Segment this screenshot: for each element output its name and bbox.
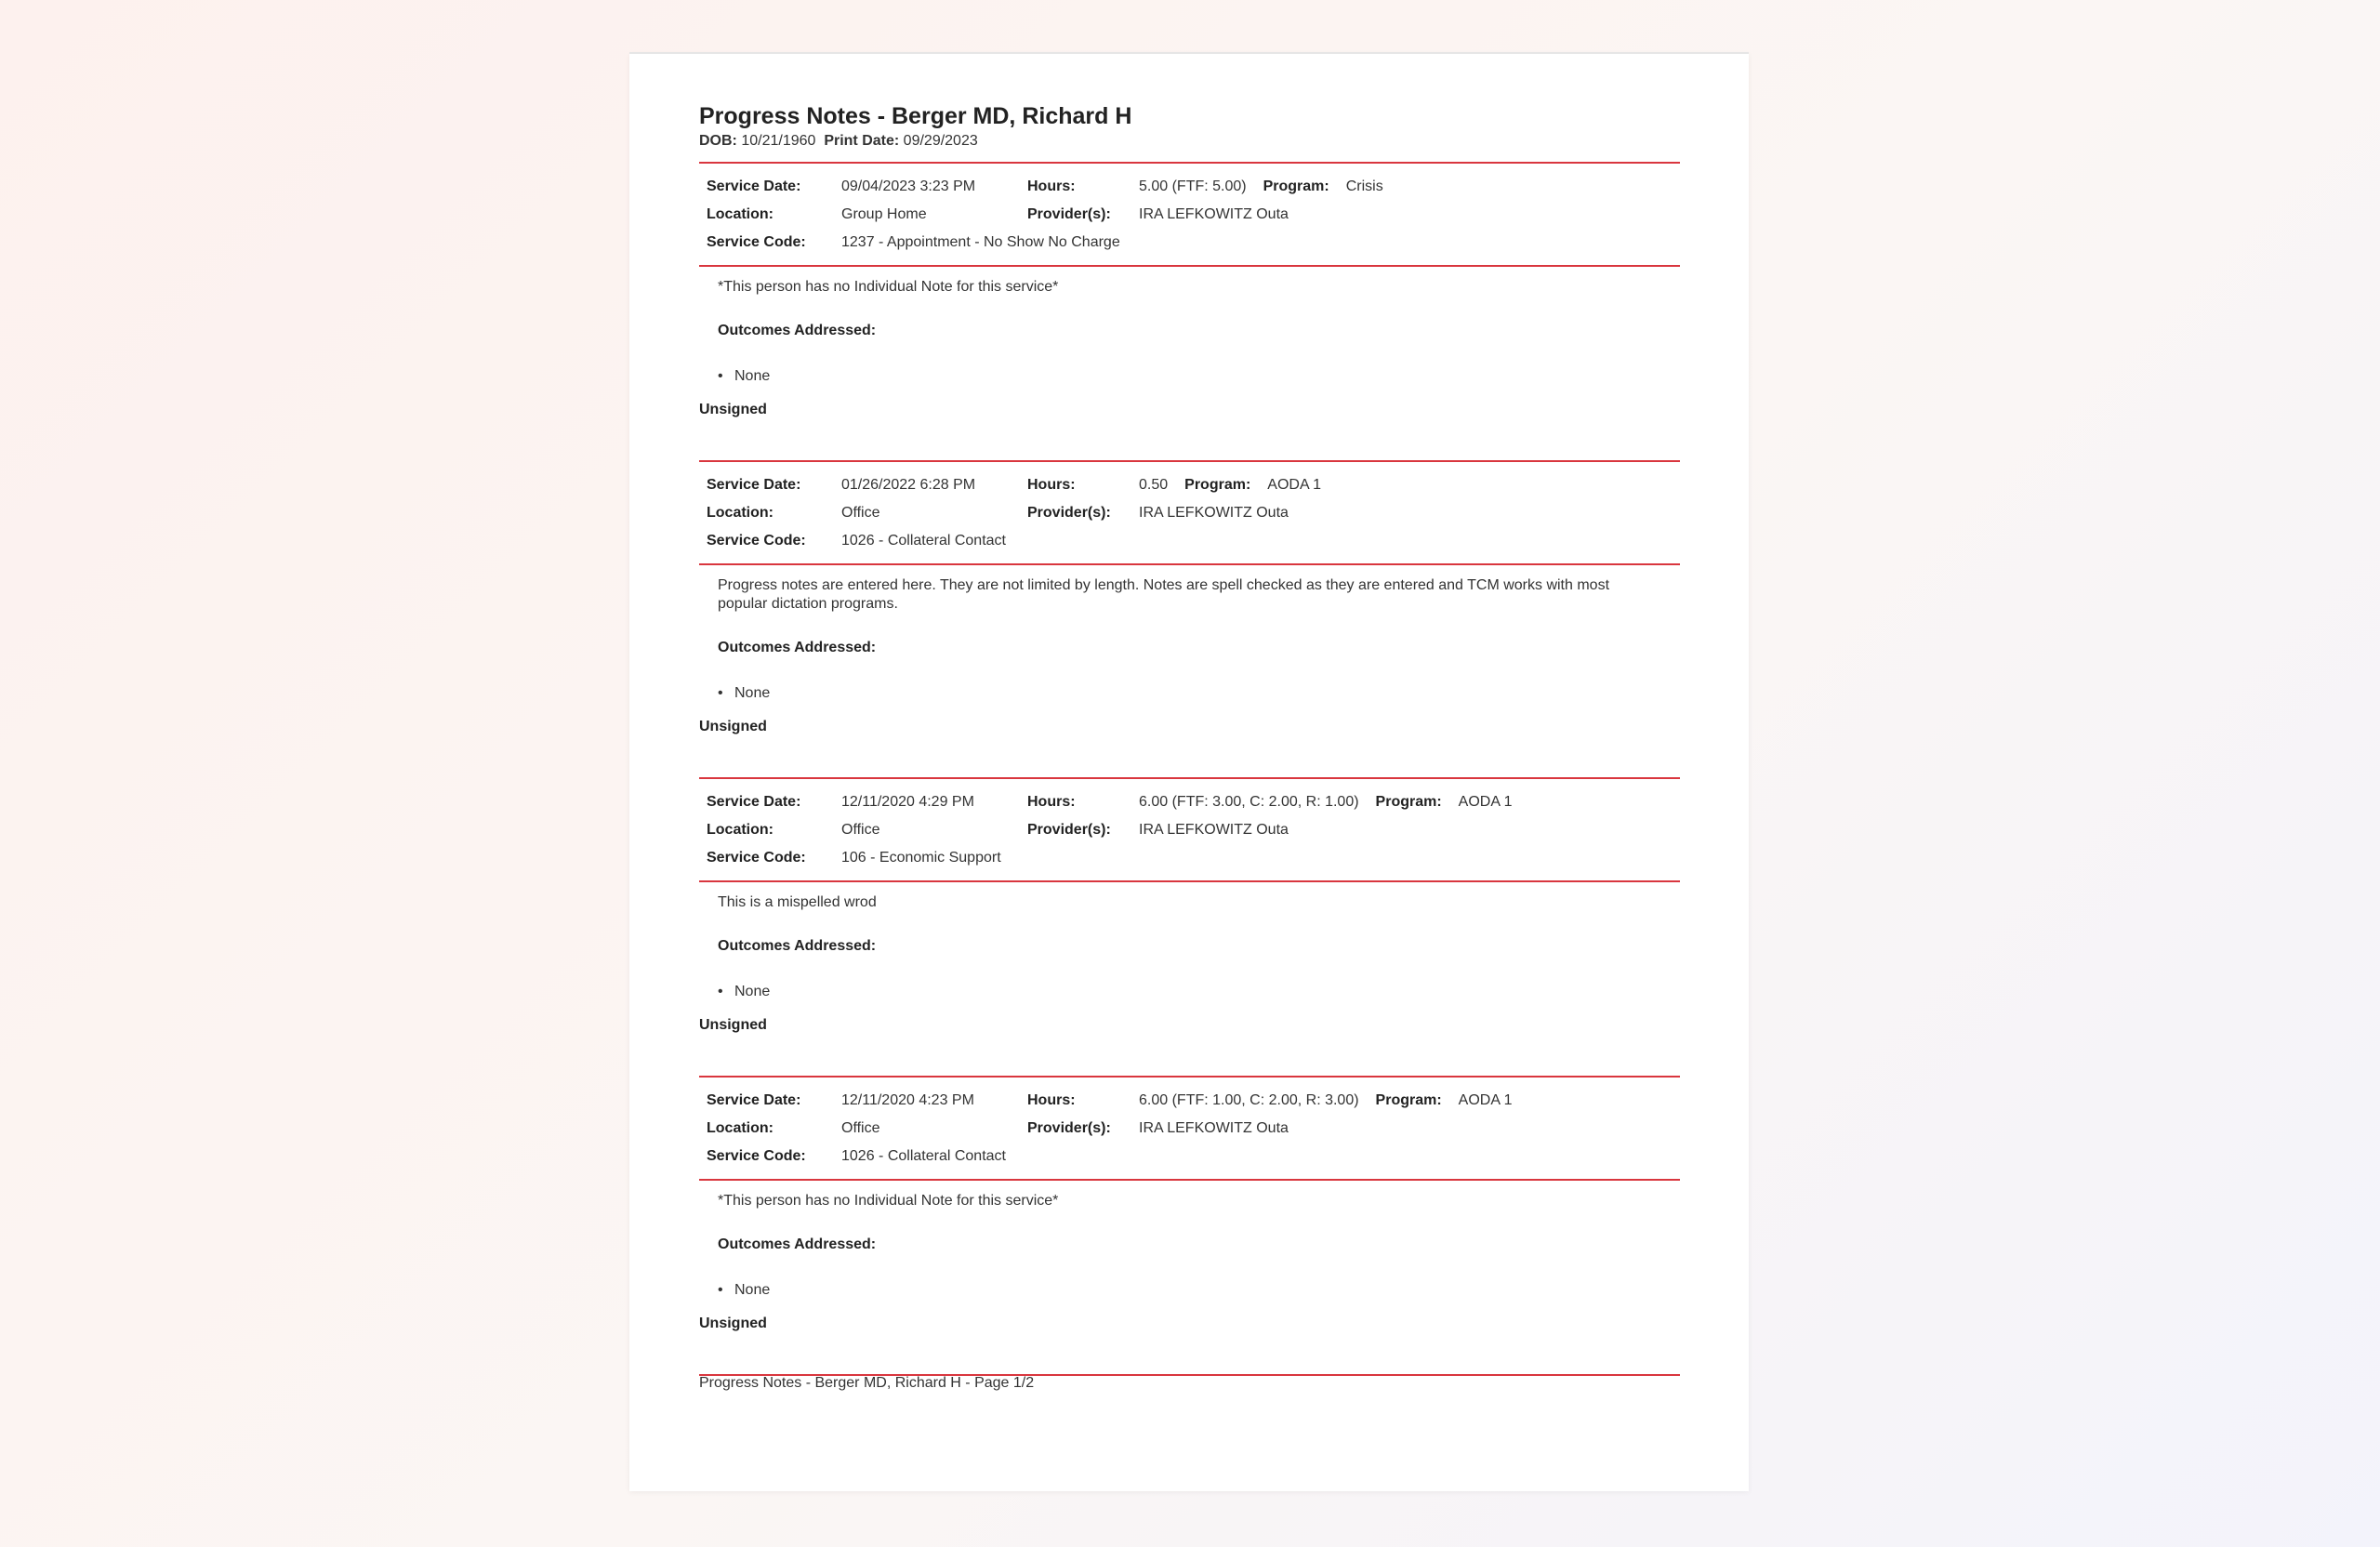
header-row-2 <box>707 201 1673 229</box>
program-value: AODA 1 <box>1267 477 1322 493</box>
providers-value: IRA LEFKOWITZ Outa <box>1139 1120 1289 1136</box>
service-code-label: Service Code: <box>707 1148 806 1164</box>
service-date-label: Service Date: <box>707 794 801 810</box>
hours-label: Hours: <box>1027 794 1076 810</box>
entry-body <box>699 1181 1680 1300</box>
entry-body <box>699 267 1680 386</box>
program-value: AODA 1 <box>1458 794 1513 810</box>
entry-header <box>699 779 1680 880</box>
providers-label: Provider(s): <box>1027 1120 1111 1136</box>
print-date-label: Print Date: <box>824 133 900 149</box>
header-row-3 <box>707 1143 1673 1170</box>
service-code-value: 106 - Economic Support <box>841 850 1001 866</box>
hours-value: 0.50 <box>1139 477 1169 493</box>
providers-label: Provider(s): <box>1027 206 1111 222</box>
outcome-item: • None <box>718 367 1661 386</box>
location-value: Office <box>841 1120 880 1136</box>
patient-info <box>699 132 1680 151</box>
hours-value: 6.00 (FTF: 1.00, C: 2.00, R: 3.00) <box>1139 1092 1359 1108</box>
signature-status: Unsigned <box>699 402 767 417</box>
document-page <box>629 54 1749 1491</box>
providers-label: Provider(s): <box>1027 505 1111 521</box>
entry-body <box>699 565 1680 703</box>
service-date-value: 01/26/2022 6:28 PM <box>841 477 976 493</box>
location-label: Location: <box>707 206 774 222</box>
entry-header <box>699 164 1680 265</box>
note-text: *This person has no Individual Note for this service* <box>718 1193 1059 1209</box>
location-value: Group Home <box>841 206 927 222</box>
program-value: AODA 1 <box>1458 1092 1513 1108</box>
providers-value: IRA LEFKOWITZ Outa <box>1139 822 1289 838</box>
signature-status: Unsigned <box>699 1316 767 1331</box>
outcomes-label: Outcomes Addressed: <box>718 640 877 655</box>
outcomes-label: Outcomes Addressed: <box>718 1236 877 1252</box>
entry-header <box>699 462 1680 563</box>
signature-status: Unsigned <box>699 719 767 734</box>
service-date-value: 12/11/2020 4:29 PM <box>841 794 974 810</box>
providers-value: IRA LEFKOWITZ Outa <box>1139 206 1289 222</box>
providers-value: IRA LEFKOWITZ Outa <box>1139 505 1289 521</box>
header-row-2 <box>707 816 1673 844</box>
hours-value: 5.00 (FTF: 5.00) <box>1139 178 1247 194</box>
entry-body <box>699 882 1680 1001</box>
service-date-label: Service Date: <box>707 477 801 493</box>
note-entry <box>699 777 1680 1076</box>
entry-header <box>699 1078 1680 1179</box>
signature-status: Unsigned <box>699 1017 767 1033</box>
dob-label: DOB: <box>699 133 737 149</box>
note-text: Progress notes are entered here. They are not limited by length. Notes are spell checked as they are entered and TCM works with most popular dictation programs. <box>718 577 1610 612</box>
outcome-item: • None <box>718 983 1661 1001</box>
page-footer: Progress Notes - Berger MD, Richard H - Page 1/2 <box>699 1375 1035 1391</box>
service-date-label: Service Date: <box>707 1092 801 1108</box>
dob-value: 10/21/1960 <box>741 133 816 149</box>
outcome-item: • None <box>718 1281 1661 1300</box>
outcomes-label: Outcomes Addressed: <box>718 938 877 954</box>
header-row-1 <box>707 788 1673 816</box>
page-content <box>699 102 1680 1393</box>
header-row-2 <box>707 1115 1673 1143</box>
hours-label: Hours: <box>1027 477 1076 493</box>
note-entry <box>699 460 1680 777</box>
note-text: *This person has no Individual Note for this service* <box>718 279 1059 295</box>
service-code-label: Service Code: <box>707 533 806 549</box>
header-row-1 <box>707 173 1673 201</box>
hours-label: Hours: <box>1027 178 1076 194</box>
location-label: Location: <box>707 1120 774 1136</box>
service-date-label: Service Date: <box>707 178 801 194</box>
header-row-3 <box>707 527 1673 555</box>
header-row-2 <box>707 499 1673 527</box>
hours-label: Hours: <box>1027 1092 1076 1108</box>
entries-list <box>699 162 1680 1374</box>
service-date-value: 09/04/2023 3:23 PM <box>841 178 976 194</box>
note-entry <box>699 162 1680 460</box>
service-date-value: 12/11/2020 4:23 PM <box>841 1092 974 1108</box>
service-code-label: Service Code: <box>707 234 806 250</box>
header-row-1 <box>707 1087 1673 1115</box>
location-label: Location: <box>707 822 774 838</box>
note-entry <box>699 1076 1680 1374</box>
service-code-value: 1026 - Collateral Contact <box>841 533 1006 549</box>
program-label: Program: <box>1263 178 1329 194</box>
header-row-1 <box>707 471 1673 499</box>
outcomes-label: Outcomes Addressed: <box>718 323 877 338</box>
location-value: Office <box>841 505 880 521</box>
note-text: This is a mispelled wrod <box>718 894 877 910</box>
program-label: Program: <box>1375 1092 1442 1108</box>
header-row-3 <box>707 229 1673 257</box>
outcome-item: • None <box>718 684 1661 703</box>
service-code-value: 1026 - Collateral Contact <box>841 1148 1006 1164</box>
hours-value: 6.00 (FTF: 3.00, C: 2.00, R: 1.00) <box>1139 794 1359 810</box>
header-row-3 <box>707 844 1673 872</box>
print-date-value: 09/29/2023 <box>903 133 978 149</box>
service-code-label: Service Code: <box>707 850 806 866</box>
program-value: Crisis <box>1345 178 1383 194</box>
page-title: Progress Notes - Berger MD, Richard H <box>699 103 1132 129</box>
providers-label: Provider(s): <box>1027 822 1111 838</box>
location-label: Location: <box>707 505 774 521</box>
location-value: Office <box>841 822 880 838</box>
service-code-value: 1237 - Appointment - No Show No Charge <box>841 234 1120 250</box>
program-label: Program: <box>1184 477 1251 493</box>
program-label: Program: <box>1375 794 1442 810</box>
